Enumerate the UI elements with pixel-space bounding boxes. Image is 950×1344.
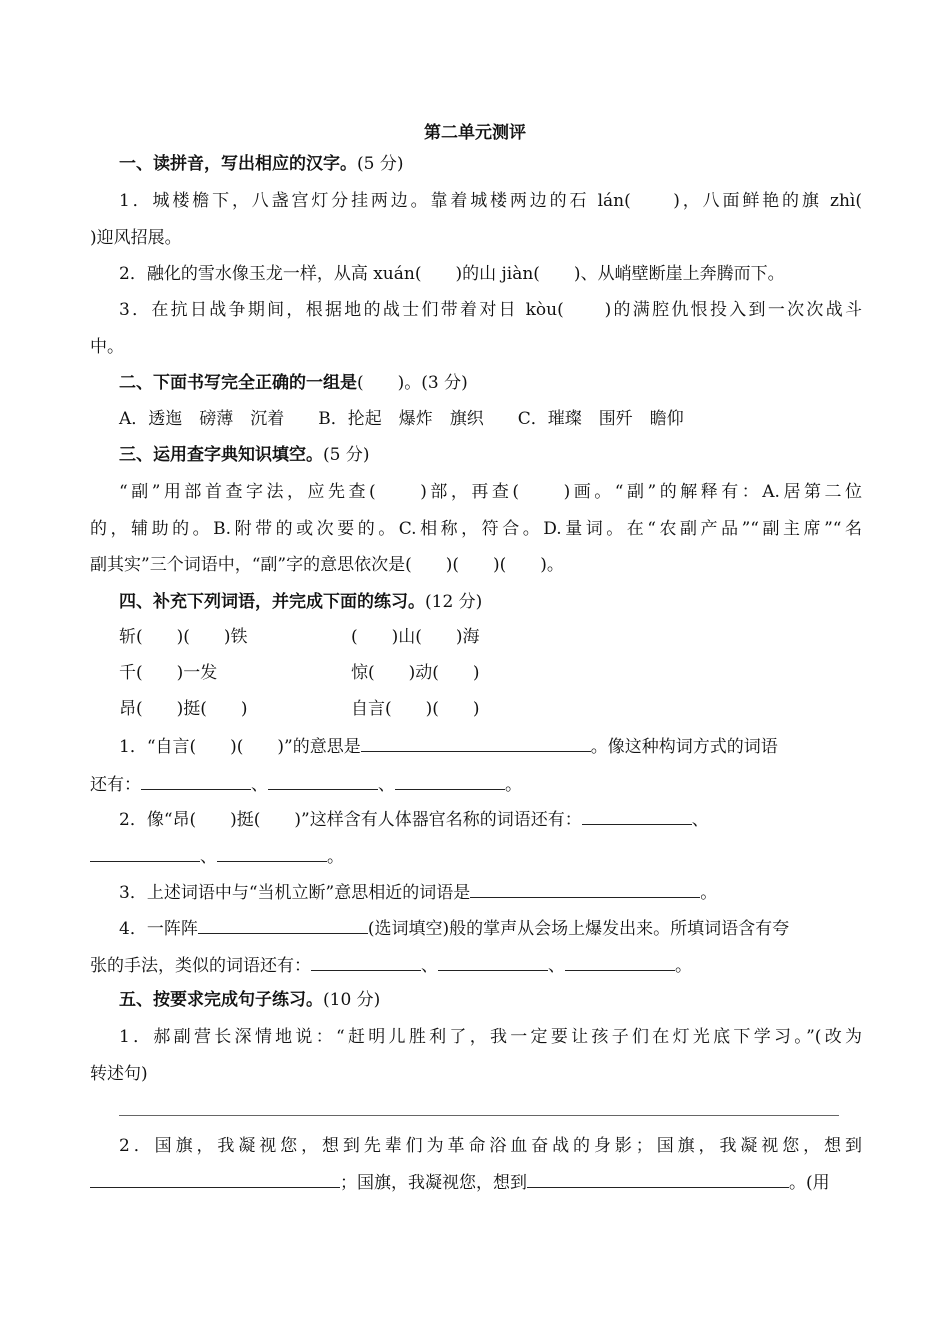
s4-q1-text-a: 1．“自言( )( )”的意思是 (119, 737, 361, 757)
s1-question-3-line-1: 3．在抗日战争期间，根据地的战士们带着对日 kòu( )的满腔仇恨投入到一次次战斗 (119, 300, 862, 320)
separator: 、 (378, 775, 395, 795)
s3-paragraph-line-1: “副”用部首查字法，应先查( )部，再查( )画。“副”的解释有：A.居第二位 (119, 482, 862, 502)
s4-q4-text-b: (选词填空)般的掌声从会场上爆发出来。所填词语含有夸 (367, 919, 790, 939)
s4-q4-word-line-1[interactable] (311, 952, 421, 971)
s3-paragraph-line-2: 的，辅助的。B.附带的或次要的。C.相称，符合。D.量词。在“农副产品”“副主席”“名 (90, 519, 862, 539)
s4-q2-word-line-2[interactable] (90, 843, 200, 862)
word-blank-2a: 千( )一发 (119, 663, 218, 683)
s4-q3-answer-line[interactable] (470, 879, 700, 898)
s2-options: A．透迤 磅薄 沉着 B．抡起 爆炸 旗织 C．璀璨 围歼 瞻仰 (119, 409, 684, 429)
s1-question-1-line-2: )迎风招展。 (90, 228, 182, 248)
s4-q2-word-line-1[interactable] (582, 806, 692, 825)
word-blank-2b: 惊( )动( ) (351, 663, 480, 683)
section-2-answer-blank[interactable]: ( ) (357, 373, 405, 393)
s1-question-1-line-1: 1．城楼檐下，八盏宫灯分挂两边。靠着城楼两边的石 lán( )，八面鲜艳的旗 zhì( (119, 191, 862, 211)
s4-question-2-line-1 (119, 806, 862, 833)
s4-question-4-line-1 (119, 915, 862, 942)
s4-q4-answer-line[interactable] (198, 915, 368, 934)
section-3-title: 三、运用查字典知识填空。 (119, 445, 323, 465)
separator: 、 (200, 847, 217, 867)
s4-q4-text-a: 4．一阵阵 (119, 919, 198, 939)
s4-question-4-line-2 (90, 952, 862, 979)
section-2-score: 。(3 分) (404, 373, 468, 393)
section-2-title: 二、下面书写完全正确的一组是 (119, 373, 357, 393)
s4-q1-word-line-1[interactable] (141, 771, 251, 790)
section-3-heading (119, 442, 862, 468)
s4-question-2-line-2 (90, 843, 862, 870)
s5-q2-answer-line-1[interactable] (90, 1169, 340, 1188)
s4-q4-text-c: 张的手法，类似的词语还有： (90, 956, 311, 976)
s5-q2-answer-line-2[interactable] (527, 1169, 789, 1188)
s4-q4-word-line-3[interactable] (565, 952, 675, 971)
section-4-score: (12 分) (425, 592, 483, 612)
s4-question-3 (119, 879, 862, 906)
section-4-title: 四、补充下列词语，并完成下面的练习。 (119, 592, 425, 612)
period: 。 (327, 847, 344, 867)
section-5-heading (119, 987, 862, 1013)
section-1-score: (5 分) (357, 154, 404, 174)
s4-q2-text: 2．像“昂( )挺( )”这样含有人体器官名称的词语还有： (119, 810, 582, 830)
s1-question-2: 2．融化的雪水像玉龙一样，从高 xuán( )的山 jiàn( )、从峭壁断崖上奔腾而下。 (119, 264, 785, 284)
s5-q2-text-c: 。(用 (789, 1173, 830, 1193)
separator: 、 (421, 956, 438, 976)
s4-q1-word-line-3[interactable] (395, 771, 505, 790)
s4-q1-answer-line[interactable] (361, 733, 591, 752)
s5-q1-answer-line[interactable] (119, 1115, 839, 1116)
s3-paragraph-line-3: 副其实”三个词语中，“副”字的意思依次是( )( )( )。 (90, 555, 564, 575)
section-5-score: (10 分) (323, 990, 381, 1010)
word-blank-3a: 昂( )挺( ) (119, 699, 248, 719)
s4-question-1-line-2 (90, 771, 862, 798)
word-blank-1a: 斩( )( )铁 (119, 627, 248, 647)
period: 。 (675, 956, 692, 976)
separator: 、 (548, 956, 565, 976)
period: 。 (505, 775, 522, 795)
section-3-score: (5 分) (323, 445, 370, 465)
section-1-title: 一、读拼音，写出相应的汉字。 (119, 154, 357, 174)
s1-question-3-line-2: 中。 (90, 337, 124, 357)
s4-q1-text-b: 。像这种构词方式的词语 (590, 737, 778, 757)
s5-q2-text-b: ；国旗，我凝视您，想到 (340, 1173, 527, 1193)
section-4-heading (119, 589, 862, 615)
s4-question-1-line-1 (119, 733, 862, 760)
word-blank-1b: ( )山( )海 (351, 627, 480, 647)
s5-question-2-line-1: 2．国旗，我凝视您，想到先辈们为革命浴血奋战的身影；国旗，我凝视您，想到 (119, 1136, 862, 1156)
section-2-heading (119, 370, 862, 396)
separator: 、 (251, 775, 268, 795)
separator: 、 (691, 810, 709, 830)
s4-q3-text: 3．上述词语中与“当机立断”意思相近的词语是 (119, 883, 471, 903)
s4-q1-word-line-2[interactable] (268, 771, 378, 790)
period: 。 (700, 883, 718, 903)
s4-q4-word-line-2[interactable] (438, 952, 548, 971)
s5-question-1-line-2: 转述句) (90, 1064, 148, 1084)
s4-q2-word-line-3[interactable] (217, 843, 327, 862)
section-1-heading (119, 151, 862, 177)
s5-question-2-line-2 (90, 1169, 862, 1196)
s5-question-1-line-1: 1．郝副营长深情地说：“赶明儿胜利了，我一定要让孩子们在灯光底下学习。”(改为 (119, 1027, 862, 1047)
s4-q1-text-c: 还有： (90, 775, 141, 795)
page-title: 第二单元测评 (424, 123, 526, 143)
word-blank-3b: 自言( )( ) (351, 699, 480, 719)
section-5-title: 五、按要求完成句子练习。 (119, 990, 323, 1010)
